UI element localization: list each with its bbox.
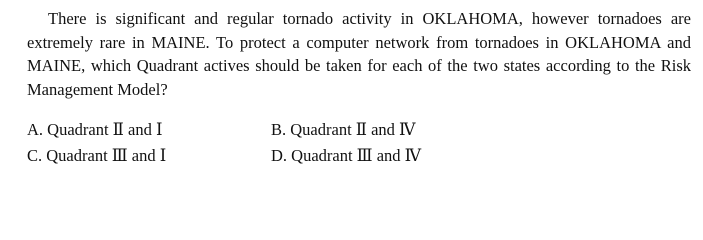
option-row (27, 143, 691, 169)
option-row (27, 117, 691, 143)
answer-options (27, 117, 691, 169)
question-text: There is significant and regular tornado activity in OKLAHOMA, however tornadoes are extremely rare in MAINE. To protect a computer network from tornadoes in OKLAHOMA and MAINE, which Quadrant actives should be taken for each of the two states according to the Risk Management Model? (27, 9, 691, 99)
option-a[interactable]: A. Quadrant Ⅱ and Ⅰ (27, 120, 163, 139)
option-c[interactable]: C. Quadrant Ⅲ and Ⅰ (27, 146, 167, 165)
option-d[interactable]: D. Quadrant Ⅲ and Ⅳ (271, 146, 422, 165)
option-b[interactable]: B. Quadrant Ⅱ and Ⅳ (271, 120, 416, 139)
